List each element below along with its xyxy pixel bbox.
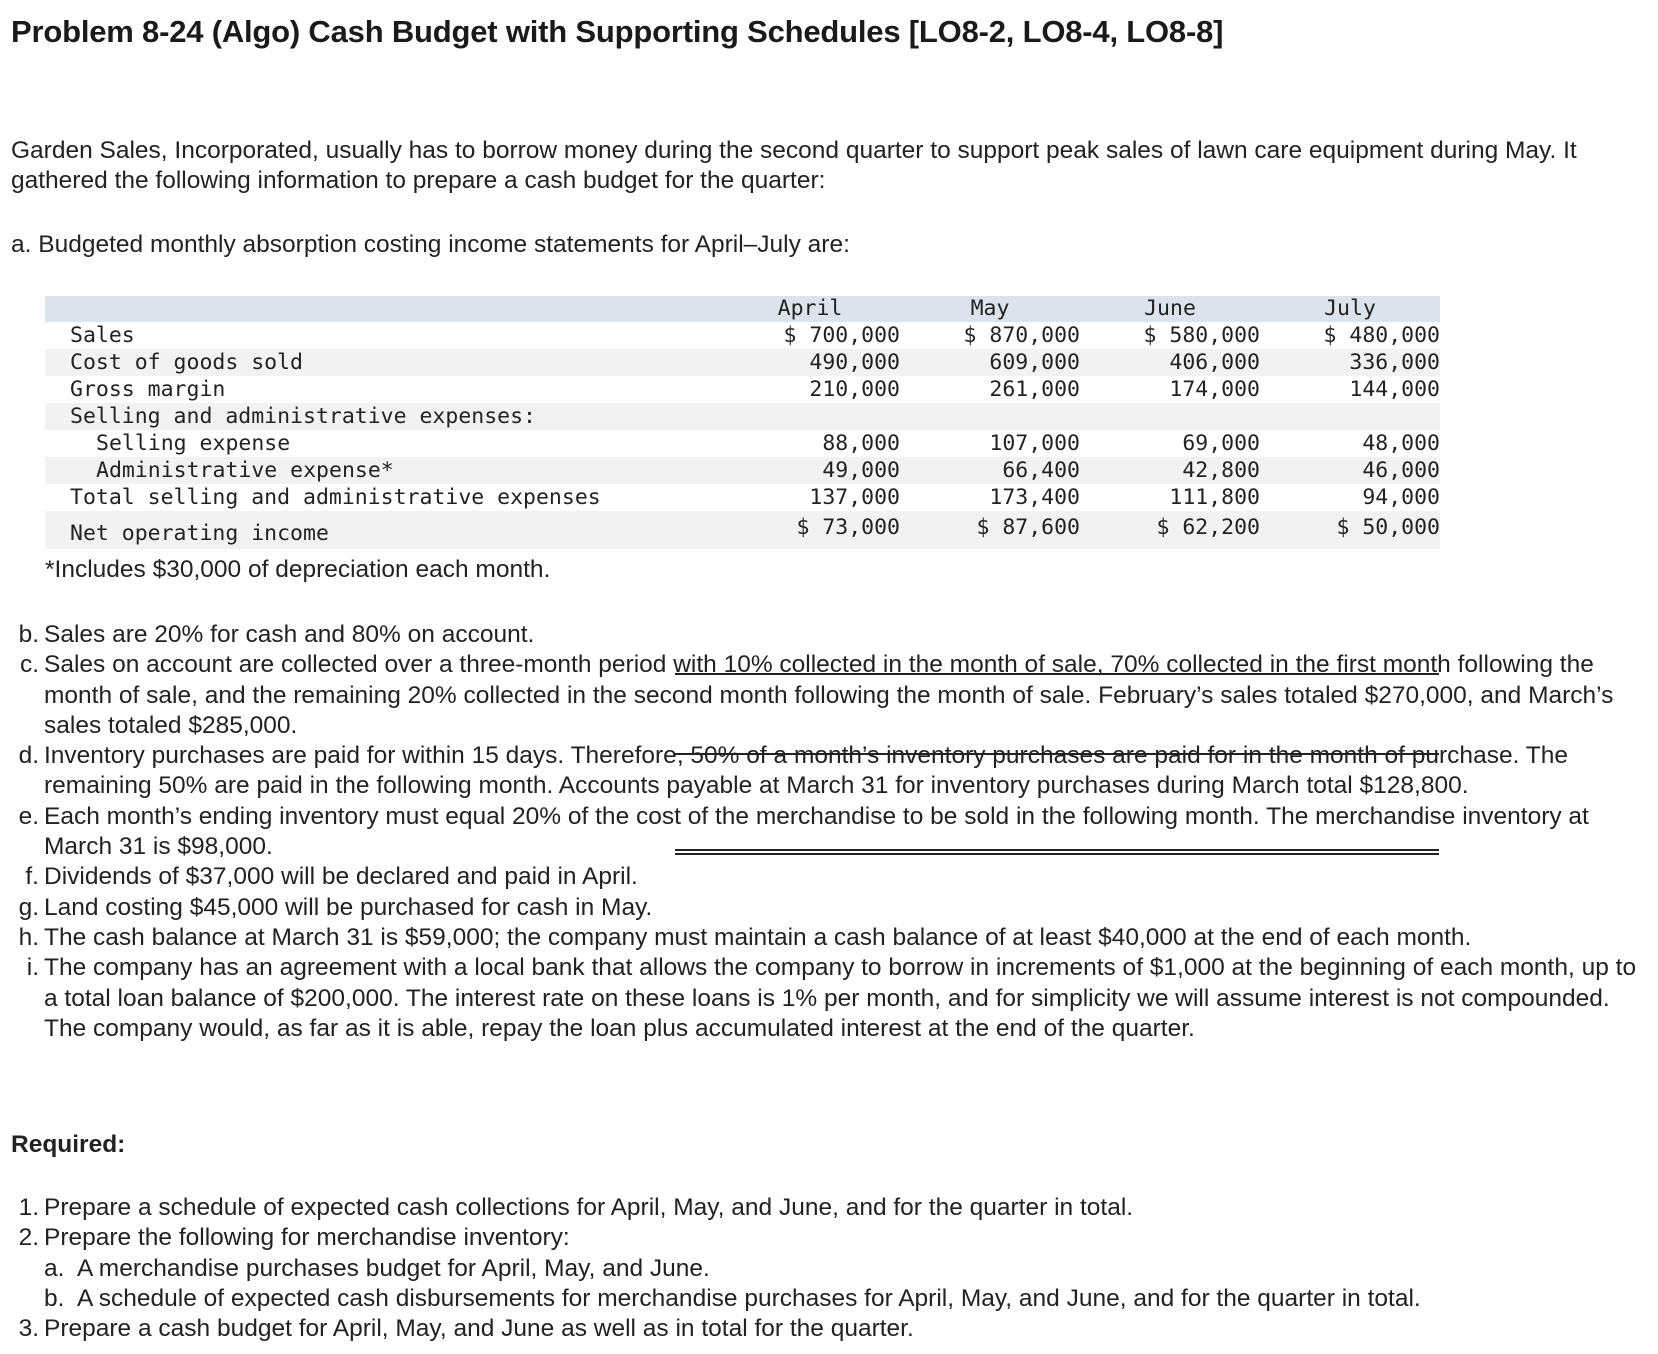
item-a-text: a. Budgeted monthly absorption costing income statements for April–July are: — [11, 231, 850, 258]
table-row-gross-margin — [45, 376, 1440, 403]
list-item — [11, 862, 1641, 892]
list-item — [11, 893, 1641, 923]
cell-value: $ 580,000 — [1143, 323, 1260, 348]
cell-value: 48,000 — [1362, 431, 1440, 456]
footnote: *Includes $30,000 of depreciation each month. — [45, 556, 551, 583]
list-label: h. — [18, 923, 39, 951]
table-row-total-sga — [45, 484, 1440, 511]
table-row-selling-expense — [45, 430, 1440, 457]
list-text: Sales on account are collected over a three-month period with 10% collected in the month of sale, 70% collected in the first month following the month of sale, and the remaining 20% collected in the second month following the month of sale. February’s sales totaled $270,000, and March’s sales totaled $285,000. — [44, 651, 1614, 739]
column-header: May — [970, 296, 1010, 321]
list-label: 2. — [18, 1224, 39, 1252]
table-row-sales — [45, 322, 1440, 349]
cell-value: 406,000 — [1169, 350, 1260, 375]
row-label: Selling expense — [96, 431, 291, 456]
list-label: d. — [18, 742, 39, 770]
cell-value: 94,000 — [1362, 485, 1440, 510]
problem-title: Problem 8-24 (Algo) Cash Budget with Supporting Schedules [LO8-2, LO8-4, LO8-8] — [11, 14, 1224, 49]
cell-value: 173,400 — [989, 485, 1080, 510]
list-label: a. — [44, 1254, 65, 1282]
cell-value: 111,800 — [1169, 485, 1260, 510]
cell-value: $ 480,000 — [1323, 323, 1440, 348]
intro-paragraph: Garden Sales, Incorporated, usually has to borrow money during the second quarter to support peak sales of lawn care equipment during May. It gathered the following information to prepare a cash budget for the quarter: — [11, 137, 1577, 194]
cell-value: 144,000 — [1349, 377, 1440, 402]
cell-value: $ 73,000 — [796, 515, 900, 540]
list-label: f. — [25, 863, 39, 891]
list-item — [11, 1193, 1641, 1223]
column-header: July — [1324, 296, 1376, 321]
cell-value: 609,000 — [989, 350, 1080, 375]
column-header: June — [1144, 296, 1196, 321]
cell-value: 42,800 — [1182, 458, 1260, 483]
list-text: Prepare the following for merchandise inventory: — [44, 1224, 570, 1252]
list-label: b. — [18, 621, 39, 648]
cell-value: 46,000 — [1362, 458, 1440, 483]
row-label: Administrative expense* — [96, 458, 394, 483]
list-item — [11, 802, 1641, 863]
list-item — [11, 953, 1641, 1044]
table-row-admin-expense — [45, 457, 1440, 484]
cell-value: 490,000 — [809, 350, 900, 375]
cell-value: 137,000 — [809, 485, 900, 510]
required-list — [11, 1193, 1641, 1344]
list-text: The company has an agreement with a local bank that allows the company to borrow in increments of $1,000 at the beginning of each month, up to a total loan balance of $200,000. The interest rate on these loans is 1% per month, and for simplicity we will assume interest is not compounded. The company would, as far as it is able, repay the loan plus accumulated interest at the end of the quarter. — [44, 954, 1637, 1042]
table-row-net-operating-income — [45, 511, 1440, 549]
list-label: g. — [18, 893, 39, 921]
list-label: 3. — [18, 1315, 39, 1343]
list-item — [11, 1284, 1641, 1314]
table-row-cogs — [45, 349, 1440, 376]
cell-value: 69,000 — [1182, 431, 1260, 456]
list-item — [11, 1254, 1641, 1284]
list-label: c. — [19, 651, 39, 679]
list-item — [11, 923, 1641, 953]
list-text: Inventory purchases are paid for within 15 days. Therefore, 50% of a month’s inventory purchases are paid for in the month of purchase. The remaining 50% are paid in the following month. Accounts payable at March 31 for inventory purchases during March total $128,800. — [44, 742, 1568, 800]
list-item — [11, 1223, 1641, 1253]
cell-value: 174,000 — [1169, 377, 1260, 402]
list-text: Prepare a schedule of expected cash collections for April, May, and June, and for the quarter in total. — [44, 1194, 1134, 1221]
assumption-list — [11, 620, 1641, 1044]
column-header: April — [777, 296, 843, 321]
cell-value: 88,000 — [822, 431, 900, 456]
cell-value: 210,000 — [809, 377, 900, 402]
row-label: Net operating income — [70, 521, 329, 546]
cell-value: $ 700,000 — [783, 323, 900, 348]
row-label: Sales — [70, 323, 135, 348]
cell-value: $ 87,600 — [976, 515, 1080, 540]
row-label: Cost of goods sold — [70, 350, 303, 375]
cell-value: $ 870,000 — [963, 323, 1080, 348]
cell-value: 49,000 — [822, 458, 900, 483]
list-item — [11, 620, 1641, 650]
list-text: A merchandise purchases budget for April, May, and June. — [77, 1254, 710, 1282]
row-label: Gross margin — [70, 377, 226, 402]
column-header-row — [45, 296, 1440, 322]
cell-value: 261,000 — [989, 377, 1080, 402]
list-label: e. — [18, 802, 39, 830]
required-heading: Required: — [11, 1131, 126, 1158]
cell-value: 107,000 — [989, 431, 1080, 456]
list-text: Each month’s ending inventory must equal 20% of the cost of the merchandise to be sold in the following month. The merchandise inventory at March 31 is $98,000. — [44, 802, 1589, 861]
cell-value: $ 50,000 — [1336, 515, 1440, 540]
table-row-sga-heading — [45, 403, 1440, 430]
list-text: The cash balance at March 31 is $59,000; the company must maintain a cash balance of at least $40,000 at the end of each month. — [44, 923, 1472, 951]
cell-value: 66,400 — [1002, 458, 1080, 483]
list-item — [11, 650, 1641, 741]
list-label: i. — [26, 954, 39, 982]
income-statement-table — [45, 296, 1440, 549]
list-label: b. — [44, 1284, 65, 1312]
list-text: A schedule of expected cash disbursements for merchandise purchases for April, May, and June, and for the quarter in total. — [77, 1284, 1421, 1312]
list-text: Dividends of $37,000 will be declared and paid in April. — [44, 863, 638, 891]
cell-value: 336,000 — [1349, 350, 1440, 375]
list-item — [11, 741, 1641, 802]
list-text: Sales are 20% for cash and 80% on account. — [44, 621, 535, 648]
row-label: Total selling and administrative expenses — [70, 485, 601, 510]
row-label: Selling and administrative expenses: — [70, 404, 536, 429]
cell-value: $ 62,200 — [1156, 515, 1260, 540]
list-item — [11, 1314, 1641, 1344]
list-label: 1. — [18, 1194, 39, 1221]
list-text: Land costing $45,000 will be purchased for cash in May. — [44, 893, 653, 921]
list-text: Prepare a cash budget for April, May, and June as well as in total for the quarter. — [44, 1315, 914, 1343]
